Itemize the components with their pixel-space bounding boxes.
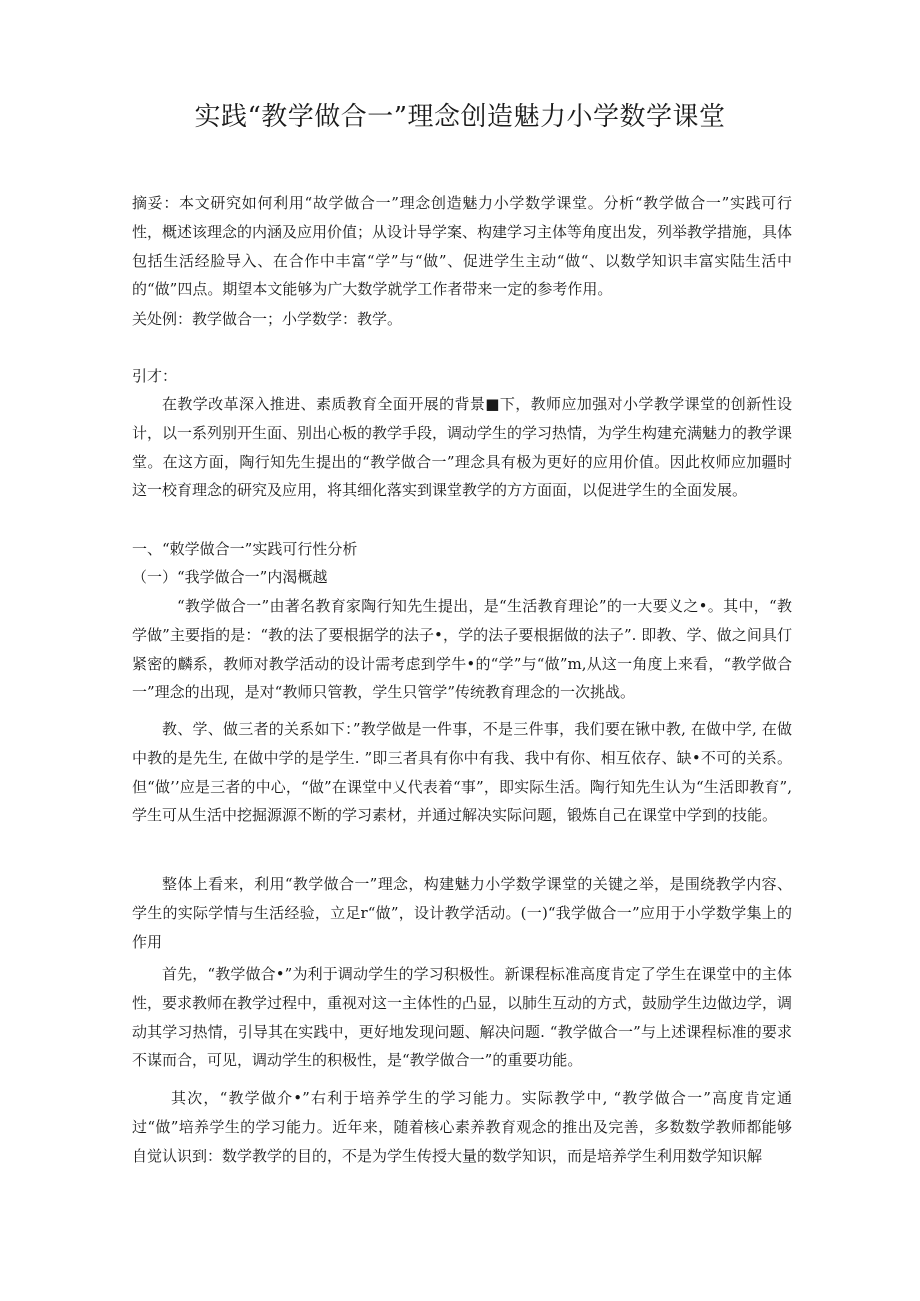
intro-heading: 引才： (132, 367, 178, 385)
abstract-paragraph: 摘妥：本文研究如何利用“故学做合一”理念创造魅力小学数学课堂。分析“教学做合一”实践可行性，概述该理念的内涵及应用价值；从设计导学案、构建学习主体等角度出发，列举教学措施，具体包括生活经脸导入、在合作中丰富“学”与“做”、促进学生主动“做“、以数学知识丰富实陆生活中的“做”四点。期望本文能够为广大数学就学工作者带来一定的参考作用。 (132, 194, 793, 299)
intro-paragraph: 在教学改革深入推进、素质教育全面开展的背景■下，教师应加强对小学教学课堂的创新性设计，以一系列别开生面、别出心板的教学手段，调动学生的学习热情，为学生构建充满魅力的教学课堂。在这方面，陶行知先生提出的“教学做合一”理念具有极为更好的应用价值。因此枚师应加疆时这一校育理念的研究及应用，将其细化落实到课堂教学的方方面面，以促进学生的全面发展。 (132, 395, 793, 500)
body-paragraph-1: “教学做合一”由著名教育家陶行知先生提出，是“生活教育理论”的一大要义之•。其中，“教学做”主要指的是：“教的法了要根据学的法子•，学的法子要根据做的法子”. 即教、学、做之间具仃紧密的麟系，教师对教学活动的设计需考虑到学牛•的“学”与“做”m,从这一角度上来看，“教学做合一”理念的出现，是对“教师只管教，学生只管学”传统教育理念的一次挑战。 (132, 597, 792, 702)
document-title: 实践“教学做合一”理念创造魅力小学数学课堂 (194, 102, 726, 132)
body-paragraph-2: 教、学、做三者的关系如下：”教学做是一件事，不是三件事，我们要在锹中教, 在做中学, 在做中教的是先生, 在做中学的是学生. ”即三者具有你中有我、我中有你、相互依存、缺•不可的关系。但“做’’应是三者的中心，“做”在课堂中乂代表着“事”，即实际生活。陶行知先生认为“生活即教育”, 学生可从生活中挖掘源源不断的学习素材，并通过解决实际问题，锻炼自己在课堂中学到的技能。 (132, 720, 792, 825)
section-heading-1: 一、“敕学做合一”实践可行性分析 (132, 540, 358, 558)
body-paragraph-4: 首先，“教学做合•”为利于调动学生的学习积极性。新课程标准高度肯定了学生在课堂中的主体性，要求教师在教学过程中，重视对这一主体性的凸显，以肺生互动的方式，鼓励学生边做边学，调动其学习热情，引导其在实践中，更好地发现问题、解决问题. “教学做合一”与上述课程标准的要求不谋而合，可见，调动学生的积极性，是“教学做合一”的重要功能。 (132, 965, 793, 1070)
body-paragraph-5: 其次，“教学做介•”右利于培养学生的学习能力。实际教学中, “教学做合一”高度肯定通过“做”培养学生的学习能力。近年来，随着核心素养教育观念的推出及完善，多数数学教师都能够自觉认识到：数学教学的目的，不是为学生传授大量的数学知识，而是培养学生利用数学知识解 (132, 1089, 792, 1165)
subsection-heading-1: （一）“我学做合一”内渴概越 (132, 568, 328, 586)
keywords-line: 关处例：教学做合一；小学数学：教学。 (132, 310, 403, 328)
body-paragraph-3: 整体上看来，利用“教学做合一”理念，构建魅力小学数学课堂的关键之举，是围绕教学内容、学生的实际学情与生活经验，立足r“做”，设计教学活动。(一)“我学做合一”应用于小学数学集上的作用 (132, 875, 792, 951)
